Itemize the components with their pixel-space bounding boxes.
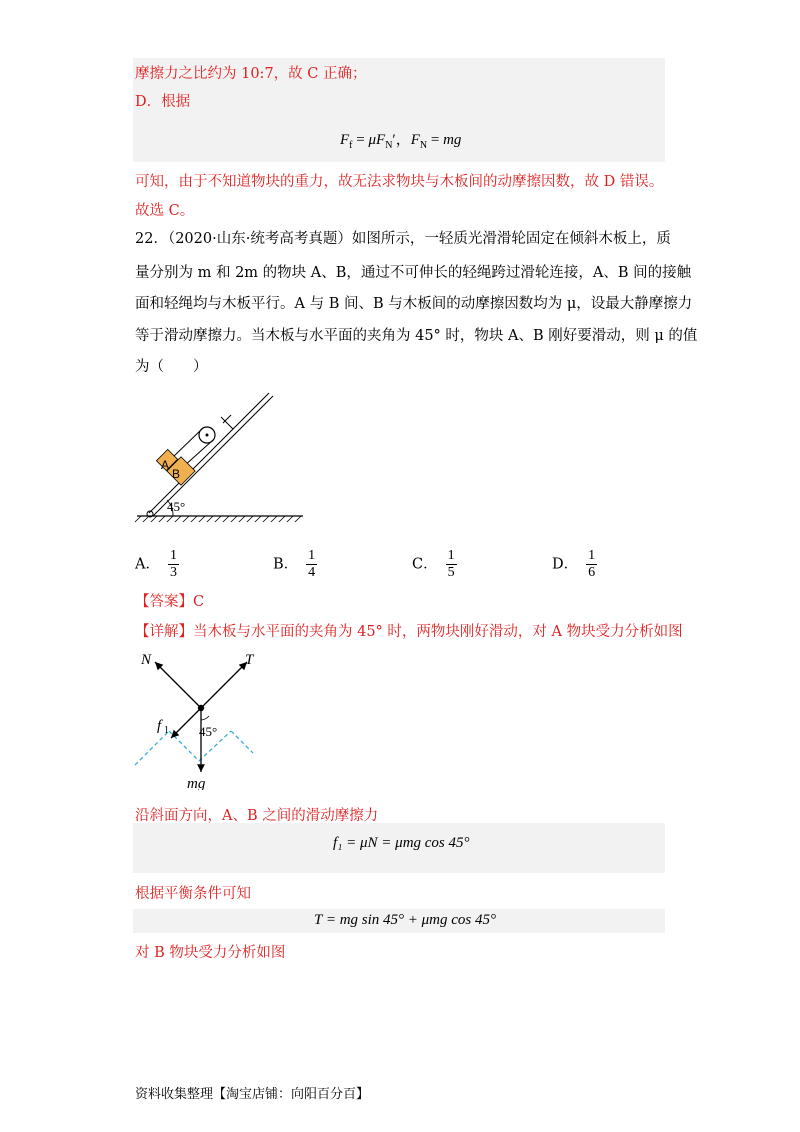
- fbd-f-sub: 1: [164, 725, 169, 736]
- answer-value: C: [193, 594, 205, 610]
- prev-line-2: D．根据: [135, 94, 191, 110]
- option-d[interactable]: [552, 548, 597, 581]
- detail-text: 当木板与水平面的夹角为 45° 时，两物块刚好滑动，对 A 物块受力分析如图: [193, 624, 683, 640]
- prev-line-4: 故选 C。: [135, 203, 195, 219]
- question-line-5: 为（ ）: [135, 359, 208, 375]
- incline-figure: [133, 385, 313, 525]
- question-line-2: 量分别为 m 和 2m 的物块 A、B，通过不可伸长的轻绳跨过滑轮连接，A、B 间的接触: [135, 265, 692, 281]
- question-line-4: 等于滑动摩擦力。当木板与水平面的夹角为 45° 时，物块 A、B 刚好要滑动，则 μ 的值: [135, 328, 698, 344]
- equation-friction: f₁ = μN = μmg cos 45°: [333, 835, 470, 851]
- slide-line: 沿斜面方向，A、B 之间的滑动摩擦力: [135, 808, 379, 824]
- answer-tag: 【答案】: [135, 594, 193, 610]
- prev-line-1: 摩擦力之比约为 10:7，故 C 正确；: [135, 66, 367, 82]
- balance-line: 根据平衡条件可知: [135, 886, 251, 902]
- option-b[interactable]: [273, 548, 317, 581]
- footer: 资料收集整理【淘宝店铺：向阳百分百】: [135, 1087, 370, 1102]
- fbd-f-label: f: [157, 718, 162, 734]
- answer-line: [135, 592, 204, 612]
- block-b-label: B: [172, 467, 181, 481]
- prev-formula: $F_f = \mu F_N'$，$F_N$ = mg: [340, 132, 462, 151]
- block-b-line: 对 B 物块受力分析如图: [135, 945, 286, 961]
- fbd-angle-label: 45°: [199, 724, 218, 739]
- option-b-fraction: $\frac{1}{4}$: [308, 548, 316, 580]
- fbd-n-label: N: [141, 652, 152, 668]
- detail-tag: 【详解】: [135, 624, 193, 640]
- incline-angle-label: 45°: [167, 499, 186, 514]
- fbd-t-label: T: [245, 652, 254, 668]
- option-c[interactable]: [412, 548, 457, 581]
- option-a-letter: A．: [135, 556, 160, 573]
- option-a-fraction: $\frac{1}{3}$: [169, 548, 177, 580]
- detail-line: [135, 622, 683, 642]
- question-line-1: 22．（2020·山东·统考高考真题）如图所示，一轻质光滑滑轮固定在倾斜木板上，质: [135, 231, 671, 247]
- prev-line-3: 可知，由于不知道物块的重力，故无法求物块与木板间的动摩擦因数，故 D 错误。: [135, 174, 664, 190]
- question-line-3: 面和轻绳均与木板平行。A 与 B 间、B 与木板间的动摩擦因数均为 μ，设最大静摩擦力: [135, 296, 693, 312]
- option-d-letter: D．: [552, 556, 579, 573]
- fbd-mg-label: mg: [187, 776, 206, 790]
- option-c-letter: C．: [412, 556, 438, 573]
- free-body-diagram: [133, 650, 261, 790]
- equation-tension: T = mg sin 45° + μmg cos 45°: [314, 912, 497, 928]
- option-c-fraction: $\frac{1}{5}$: [447, 548, 455, 580]
- option-b-letter: B．: [273, 556, 299, 573]
- block-a-label: A: [161, 458, 170, 472]
- option-a[interactable]: [135, 548, 179, 581]
- option-d-fraction: $\frac{1}{6}$: [588, 548, 596, 580]
